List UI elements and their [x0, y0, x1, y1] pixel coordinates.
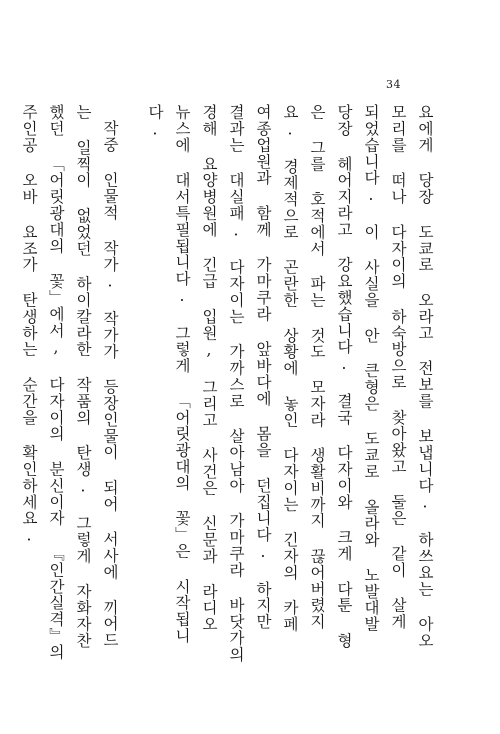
paragraph-1: 요에게 당장 도쿄로 오라고 전보를 보냅니다. 하쓰요는 아오모리를 떠나 다자이의 하숙방으로 찾아왔고 둘은 같이 살게 되었습니다. 이 사실을 안 큰형은 도쿄로 올라와 노발대발 당장 헤어지라고 강요했습니다. 결국 다자이와 크게 다툰 형은 그를 호적에서 파는 것도 모자라 생활비까지 끊어버렸지요. 경제적으로 곤란한 상황에 놓인 다자이는 긴자의 카페 여종업원과 함께 가마쿠라 앞바다에 몸을 던집니다. 하지만 결과는 대실패. 다자이는 가까스로 살아남아 가마쿠라 바닷가의 경해 요양병원에 긴급 입원, 그리고 사건은 신문과 라디오 뉴스에 대서특필됩니다. 그렇게 「어릿광대의 꽃」은 시작됩니다.	[146, 104, 434, 663]
vertical-text-body	[20, 104, 438, 664]
paragraph-2: 작중 인물적 작가. 작가가 등장인물이 되어 서사에 끼어드는 일찍이 없었던 하이칼라한 작품의 탄생. 그렇게 자화자찬했던 「어릿광대의 꽃」에서, 다자이의 분신이자 『인간실격』의 주인공 오바 요조가 탄생하는 순간을 확인하세요.	[20, 104, 119, 661]
paragraph-gap	[123, 104, 141, 664]
page-number: 34	[386, 78, 401, 91]
